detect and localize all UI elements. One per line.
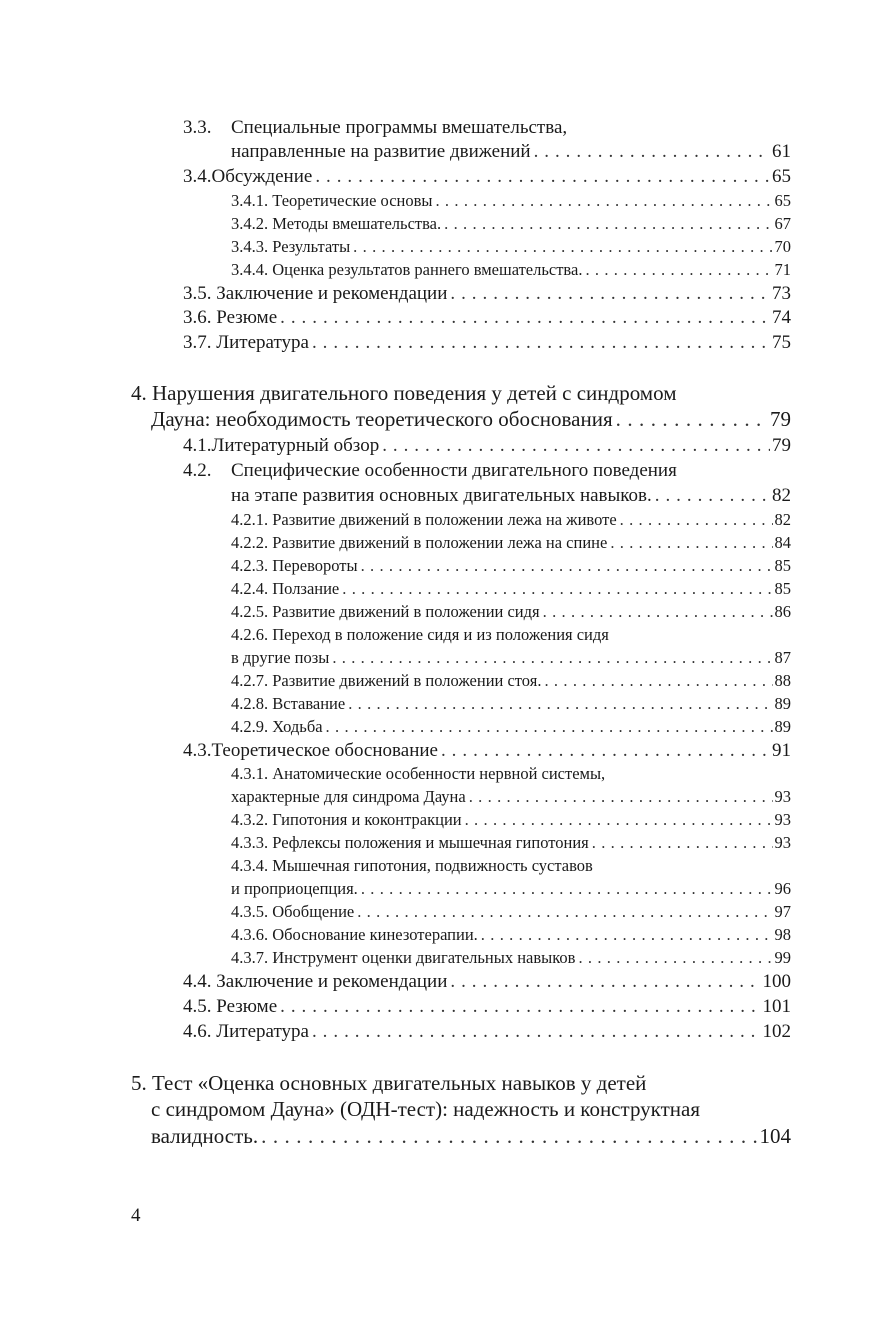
dot-leader xyxy=(450,283,770,305)
toc-title: Развитие движений в положении лежа на спине xyxy=(272,533,608,552)
toc-entry-3-3-cont[interactable] xyxy=(231,141,791,163)
toc-number: 4.3.6. xyxy=(231,925,269,944)
toc-number: 4. xyxy=(131,381,147,405)
dot-leader xyxy=(655,485,770,507)
toc-number: 3.5. xyxy=(183,283,212,304)
dot-leader xyxy=(280,996,760,1018)
toc-entry-3-4-3[interactable] xyxy=(231,237,791,257)
toc-title: Специальные программы вмешательства, xyxy=(231,117,568,138)
toc-page: 74 xyxy=(772,307,791,328)
toc-number: 4.2.8. xyxy=(231,694,269,713)
toc-title: Мышечная гипотония, подвижность суставов xyxy=(272,856,593,875)
toc-number: 4.3. xyxy=(183,740,212,761)
toc-title: Вставание xyxy=(272,694,346,713)
dot-leader xyxy=(616,407,768,432)
toc-number: 4.3.7. xyxy=(231,948,269,967)
toc-entry-3-7[interactable] xyxy=(183,332,791,354)
toc-chapter-5[interactable] xyxy=(131,1071,791,1096)
toc-page: 96 xyxy=(774,879,791,898)
toc-page: 91 xyxy=(772,740,791,761)
toc-number: 4.2.4. xyxy=(231,579,269,598)
toc-page: 82 xyxy=(772,485,791,506)
toc-number: 4.3.2. xyxy=(231,810,269,829)
toc-title: Заключение и рекомендации xyxy=(216,971,448,992)
toc-title: Специфические особенности двигательного поведения xyxy=(231,460,677,481)
toc-page: 86 xyxy=(774,602,791,621)
toc-page: 70 xyxy=(774,237,791,256)
toc-chapter-5-cont[interactable] xyxy=(151,1097,791,1122)
toc-title: Инструмент оценки двигательных навыков xyxy=(272,948,576,967)
toc-number: 4.3.1. xyxy=(231,764,269,783)
toc-entry-4-2-9[interactable] xyxy=(231,717,791,737)
toc-page: 87 xyxy=(774,648,791,667)
dot-leader xyxy=(610,533,772,553)
toc-page: 89 xyxy=(774,694,791,713)
toc-entry-4-3-6[interactable] xyxy=(231,925,791,945)
toc-page: 82 xyxy=(774,510,791,529)
dot-leader xyxy=(261,1124,757,1149)
toc-page: 93 xyxy=(774,810,791,829)
toc-number: 4.2.3. xyxy=(231,556,269,575)
dot-leader xyxy=(280,307,770,329)
toc-page: 93 xyxy=(774,787,791,806)
dot-leader xyxy=(435,191,772,211)
toc-page: 67 xyxy=(774,214,791,233)
toc-number: 4.6. xyxy=(183,1021,212,1042)
toc-number: 4.4. xyxy=(183,971,212,992)
toc-page: 84 xyxy=(774,533,791,552)
toc-page: 65 xyxy=(774,191,791,210)
dot-leader xyxy=(534,141,770,163)
toc-page: 104 xyxy=(759,1124,791,1148)
toc-page: 93 xyxy=(774,833,791,852)
toc-title: Теоретическое обоснование xyxy=(211,740,438,761)
toc-entry-3-6[interactable] xyxy=(183,307,791,329)
toc-number: 4.1. xyxy=(183,435,212,456)
dot-leader xyxy=(444,214,772,234)
toc-page: 85 xyxy=(774,579,791,598)
dot-leader xyxy=(326,717,773,737)
toc-title: направленные на развитие движений xyxy=(231,141,531,162)
toc-entry-4-2-3[interactable] xyxy=(231,556,791,576)
toc-title: Гипотония и коконтракции xyxy=(272,810,462,829)
toc-page: 97 xyxy=(774,902,791,921)
toc-page: 75 xyxy=(772,332,791,353)
dot-leader xyxy=(585,260,772,280)
toc-title: Ходьба xyxy=(272,717,323,736)
dot-leader xyxy=(353,237,772,257)
toc-entry-4-3-4-cont[interactable] xyxy=(231,879,791,899)
toc-page: 100 xyxy=(762,971,791,992)
dot-leader xyxy=(312,332,770,354)
dot-leader xyxy=(361,879,773,899)
toc-chapter-4[interactable] xyxy=(131,381,791,406)
toc-entry-4-2-6[interactable] xyxy=(231,625,791,645)
toc-entry-3-4-2[interactable] xyxy=(231,214,791,234)
toc-page: 79 xyxy=(772,435,791,456)
dot-leader xyxy=(357,902,772,922)
toc-page: 89 xyxy=(774,717,791,736)
page-number: 4 xyxy=(131,1205,141,1226)
toc-title: Литературный обзор xyxy=(211,435,380,456)
toc-title: Дауна: необходимость теоретического обоснования xyxy=(151,407,613,431)
dot-leader xyxy=(348,694,772,714)
dot-leader xyxy=(315,166,770,188)
toc-title: валидность. xyxy=(151,1124,259,1148)
toc-number: 5. xyxy=(131,1071,147,1095)
dot-leader xyxy=(465,810,773,830)
toc-entry-4-6[interactable] xyxy=(183,1021,791,1043)
dot-leader xyxy=(469,787,773,807)
toc-title: Обобщение xyxy=(272,902,355,921)
toc-title: в другие позы xyxy=(231,648,330,667)
dot-leader xyxy=(382,435,770,457)
toc-title: Развитие движений в положении лежа на животе xyxy=(272,510,617,529)
toc-entry-4-3-3[interactable] xyxy=(231,833,791,853)
dot-leader xyxy=(312,1021,761,1043)
toc-number: 3.3. xyxy=(183,117,212,138)
toc-number: 4.3.4. xyxy=(231,856,269,875)
toc-number: 3.4. xyxy=(183,166,212,187)
toc-number: 4.2.6. xyxy=(231,625,269,644)
toc-title: Резюме xyxy=(216,307,278,328)
toc-chapter-4-cont[interactable] xyxy=(151,407,791,432)
toc-title: Ползание xyxy=(272,579,340,598)
toc-title: Перевороты xyxy=(272,556,358,575)
toc-entry-4-2-8[interactable] xyxy=(231,694,791,714)
toc-number: 4.2. xyxy=(183,460,212,481)
toc-entry-4-5[interactable] xyxy=(183,996,791,1018)
toc-chapter-5-cont-2[interactable] xyxy=(151,1124,791,1149)
toc-title: Результаты xyxy=(272,237,351,256)
toc-entry-3-5[interactable] xyxy=(183,283,791,305)
toc-title: Анатомические особенности нервной системы, xyxy=(272,764,606,783)
toc-entry-4-2[interactable] xyxy=(183,460,791,482)
dot-leader xyxy=(543,602,773,622)
toc-title: Литература xyxy=(216,1021,309,1042)
toc-title: с синдромом Дауна» (ОДН-тест): надежность и конструктная xyxy=(151,1097,700,1121)
toc-entry-4-2-6-cont[interactable] xyxy=(231,648,791,668)
toc-page: 101 xyxy=(762,996,791,1017)
toc-entry-3-4-4[interactable] xyxy=(231,260,791,280)
toc-entry-4-1[interactable] xyxy=(183,435,791,457)
dot-leader xyxy=(332,648,772,668)
toc-entry-4-2-5[interactable] xyxy=(231,602,791,622)
toc-entry-4-3[interactable] xyxy=(183,740,791,762)
toc-entry-4-3-2[interactable] xyxy=(231,810,791,830)
toc-title: Нарушения двигательного поведения у детей с синдромом xyxy=(152,381,677,405)
toc-title: Заключение и рекомендации xyxy=(216,283,448,304)
toc-entry-4-4[interactable] xyxy=(183,971,791,993)
toc-page: 71 xyxy=(774,260,791,279)
toc-title: Развитие движений в положении стоя. xyxy=(272,671,542,690)
toc-number: 3.7. xyxy=(183,332,212,353)
toc-number: 4.3.5. xyxy=(231,902,269,921)
toc-number: 4.2.1. xyxy=(231,510,269,529)
toc-entry-3-4-1[interactable] xyxy=(231,191,791,211)
toc-page: 73 xyxy=(772,283,791,304)
toc-page: 79 xyxy=(770,407,791,431)
toc-page: 88 xyxy=(774,671,791,690)
toc-number: 4.5. xyxy=(183,996,212,1017)
toc-number: 3.4.4. xyxy=(231,260,269,279)
toc-title: и проприоцепция. xyxy=(231,879,358,898)
toc-title: Обсуждение xyxy=(211,166,313,187)
toc-entry-4-3-5[interactable] xyxy=(231,902,791,922)
toc-number: 4.2.9. xyxy=(231,717,269,736)
toc-entry-4-3-4[interactable] xyxy=(231,856,791,876)
toc-title: Методы вмешательства. xyxy=(272,214,442,233)
toc-entry-3-4[interactable] xyxy=(183,166,791,188)
toc-number: 4.2.7. xyxy=(231,671,269,690)
dot-leader xyxy=(441,740,770,762)
dot-leader xyxy=(342,579,772,599)
toc-title: Теоретические основы xyxy=(272,191,433,210)
toc-page: 65 xyxy=(772,166,791,187)
dot-leader xyxy=(544,671,772,691)
toc-number: 3.4.3. xyxy=(231,237,269,256)
dot-leader xyxy=(450,971,760,993)
toc-number: 3.6. xyxy=(183,307,212,328)
toc-entry-3-3[interactable] xyxy=(183,117,791,139)
toc-entry-4-3-7[interactable] xyxy=(231,948,791,968)
toc-number: 3.4.2. xyxy=(231,214,269,233)
toc-number: 4.2.2. xyxy=(231,533,269,552)
toc-title: Развитие движений в положении сидя xyxy=(272,602,540,621)
dot-leader xyxy=(592,833,773,853)
dot-leader xyxy=(620,510,773,530)
toc-page: 98 xyxy=(774,925,791,944)
toc-entry-4-3-1-cont[interactable] xyxy=(231,787,791,807)
toc-page: 102 xyxy=(762,1021,791,1042)
toc-entry-4-2-cont[interactable] xyxy=(231,485,791,507)
toc-title: Литература xyxy=(216,332,309,353)
toc-page: 61 xyxy=(772,141,791,162)
toc-entry-4-2-2[interactable] xyxy=(231,533,791,553)
toc-title: Оценка результатов раннего вмешательства. xyxy=(272,260,583,279)
toc-entry-4-2-1[interactable] xyxy=(231,510,791,530)
toc-entry-4-2-7[interactable] xyxy=(231,671,791,691)
toc-title: Рефлексы положения и мышечная гипотония xyxy=(272,833,589,852)
toc-page: 99 xyxy=(774,948,791,967)
toc-page: 85 xyxy=(774,556,791,575)
dot-leader xyxy=(481,925,773,945)
toc-number: 4.2.5. xyxy=(231,602,269,621)
dot-leader xyxy=(578,948,772,968)
toc-title: характерные для синдрома Дауна xyxy=(231,787,466,806)
toc-title: Тест «Оценка основных двигательных навыков у детей xyxy=(152,1071,647,1095)
toc-title: Переход в положение сидя и из положения сидя xyxy=(272,625,609,644)
toc-entry-4-3-1[interactable] xyxy=(231,764,791,784)
toc-title: Резюме xyxy=(216,996,278,1017)
toc-number: 3.4.1. xyxy=(231,191,269,210)
dot-leader xyxy=(361,556,773,576)
toc-title: Обоснование кинезотерапии. xyxy=(272,925,478,944)
toc-title: на этапе развития основных двигательных навыков. xyxy=(231,485,652,506)
toc-entry-4-2-4[interactable] xyxy=(231,579,791,599)
toc-number: 4.3.3. xyxy=(231,833,269,852)
